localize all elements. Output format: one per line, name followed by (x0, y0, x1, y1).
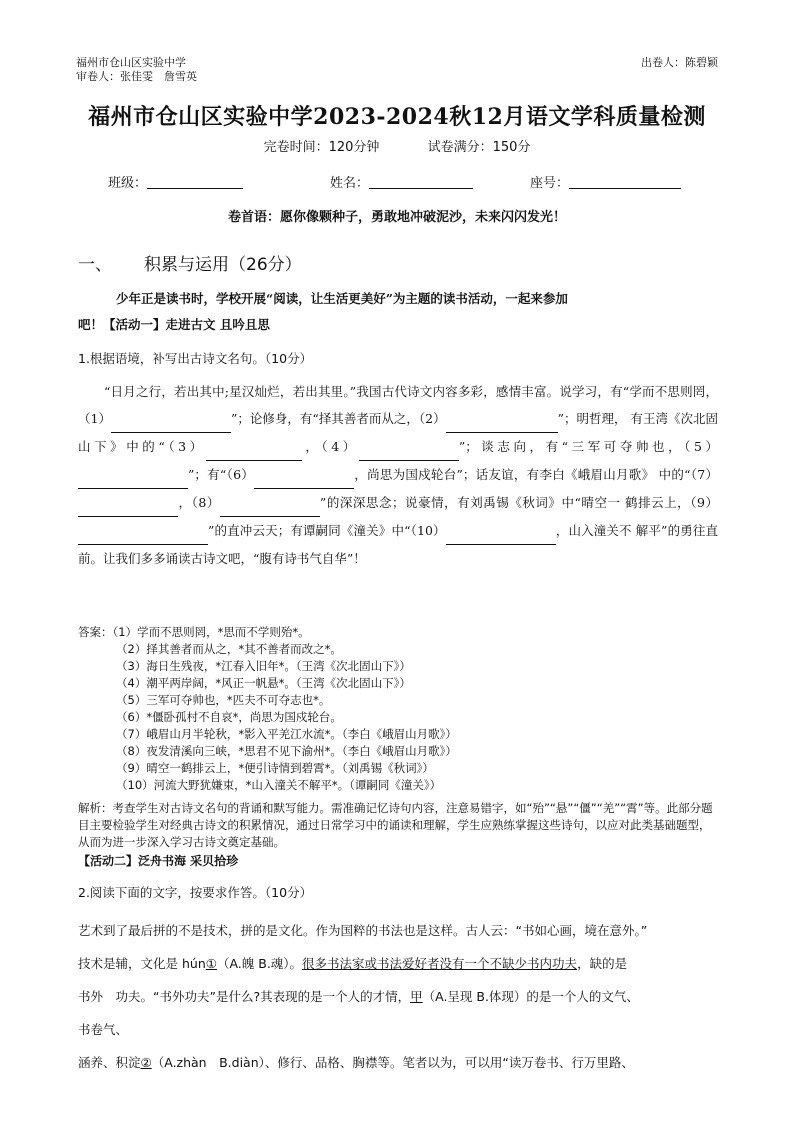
blank-8[interactable] (220, 489, 320, 517)
section-number: 一、 (78, 255, 112, 275)
intro-line-2: 吧！【活动一】走进古文 且吟且思 (78, 317, 270, 332)
answers-label: 答案： (78, 625, 113, 639)
question-2-passage (78, 914, 718, 1079)
reviewers: 审卷人：张佳雯 詹雪英 (76, 70, 197, 83)
blank-1[interactable] (111, 405, 231, 433)
passage2-line-3: 书外 功夫。“书外功夫”是什么?其表现的是一个人的才情，甲（A.呈现 B.体现）的是一个人的文气、 (78, 989, 639, 1004)
underlined-sentence: 很多书法家或书法爱好者没有一个不缺少书内功夫 (302, 956, 578, 971)
blank-7[interactable] (78, 489, 178, 517)
blank-10[interactable] (446, 517, 556, 545)
activity-2-heading: 【活动二】泛舟书海 采贝拾珍 (78, 854, 239, 868)
blank-jia[interactable]: 甲 (410, 989, 423, 1004)
question-1-passage: “日月之行，若出其中;星汉灿烂，若出其里。”我国古代诗文内容多彩，感情丰富。说学习，有“学而不思则罔，（1） ”；论修身，有“择其善者而从之，（2） ”；明哲理， 有王湾《次北固山下》中的“（3） ，（4） ”；谈志向，有“三军可夺帅也，（5） ”；有“（6） ，尚思为国戍轮台”；话友谊，有李白《峨眉山月歌》 中的“（7） ，（8） ”的深深思念；说豪情，有刘禹锡《秋词》中“晴空一 鹤排云上，（9） ”的直冲云天；有谭嗣同《潼关》中“（10） ，山入潼关不 解平”的勇往直前。让我们多多诵读古诗文吧，“腹有诗书气自华”！ (78, 384, 719, 566)
blank-5[interactable] (78, 461, 188, 489)
answer-block (78, 624, 718, 794)
blank-circle-1[interactable]: ① (205, 956, 217, 971)
intro-paragraph (78, 286, 718, 338)
full-score: 试卷满分：150分 (427, 140, 531, 155)
section-heading (78, 250, 302, 275)
motto: 卷首语：愿你像颗种子，勇敢地冲破泥沙，未来闪闪发光！ (227, 210, 566, 225)
explanation: 解析：考查学生对古诗文名句的背诵和默写能力。需准确记忆诗句内容，注意易错字，如“殆”“悬”“僵”“羌”“霄”等。此部分题目主要检验学生对经典古诗文的积累情况，通过日常学习中的诵读和理解，学生应熟练掌握这些诗句，以应对此类基础题型，从而为进一步深入学习古诗文奠定基础。 (78, 801, 713, 849)
header-left (76, 56, 197, 84)
exam-info (0, 136, 794, 155)
blank-circle-2[interactable]: ② (140, 1055, 152, 1070)
question-2: 2.阅读下面的文字，按要求作答。（10分） (78, 885, 313, 900)
passage2-line-2: 技术是辅，文化是 hún①（A.魄 B.魂）。很多书法家或书法爱好者没有一个不缺少书内功夫，缺的是 (78, 956, 628, 971)
answer-item: （9）晴空一鹤排云上，*便引诗情到碧霄*。（刘禹锡《秋词》） (116, 761, 434, 775)
answer-item: （7）峨眉山月半轮秋，*影入平羌江水流*。（李白《峨眉山月歌》） (116, 727, 457, 741)
setter: 出卷人：陈碧颖 (641, 56, 718, 69)
answer-item: （6）*僵卧孤村不自哀*，尚思为国戍轮台。 (116, 710, 342, 724)
school-name: 福州市仓山区实验中学 (76, 56, 186, 69)
answer-item: （3）海日生残夜，*江春入旧年*。（王湾《次北固山下》） (116, 659, 411, 673)
exam-title: 福州市仓山区实验中学2023-2024秋12月语文学科质量检测 (88, 104, 706, 130)
passage2-line-1: 艺术到了最后拼的不是技术，拼的是文化。作为国粹的书法也是这样。古人云：“书如心画，境在意外。” (78, 923, 648, 938)
intro-line-1: 少年正是读书时，学校开展“阅读，让生活更美好”为主题的读书活动，一起来参加 (116, 291, 568, 306)
class-field[interactable]: 班级： (108, 172, 243, 191)
exam-time: 完卷时间：120分钟 (263, 140, 380, 155)
passage2-line-5: 涵养、积淀②（A.zhàn B.diàn）、修行、品格、胸襟等。笔者以为，可以用“读万卷书、行万里路、 (78, 1055, 634, 1070)
answer-item: （5）三军可夺帅也，*匹夫不可夺志也*。 (116, 693, 331, 707)
blank-6[interactable] (254, 461, 354, 489)
answer-item: （10）河流大野犹嫌束，*山入潼关不解平*。（谭嗣同《潼关》） (116, 778, 442, 792)
answer-item: （1）学而不思则罔，*思而不学则殆*。 (112, 625, 310, 639)
name-field[interactable]: 姓名： (330, 172, 473, 191)
blank-4[interactable] (359, 433, 459, 461)
answer-item: （8）夜发清溪向三峡，*思君不见下渝州*。（李白《峨眉山月歌》） (116, 744, 457, 758)
answer-item: （4）潮平两岸阔，*风正一帆悬*。（王湾《次北固山下》） (116, 676, 411, 690)
blank-3[interactable] (206, 433, 302, 461)
answer-item: （2）择其善者而从之，*其不善者而改之*。 (116, 642, 342, 656)
passage2-line-4: 书卷气、 (78, 1022, 129, 1037)
question-1: 1.根据语境，补写出古诗文名句。（10分） (78, 351, 313, 366)
seat-field[interactable]: 座号： (530, 172, 681, 191)
blank-9[interactable] (78, 517, 208, 545)
section-title: 积累与运用（26分） (144, 255, 302, 275)
blank-2[interactable] (446, 405, 558, 433)
